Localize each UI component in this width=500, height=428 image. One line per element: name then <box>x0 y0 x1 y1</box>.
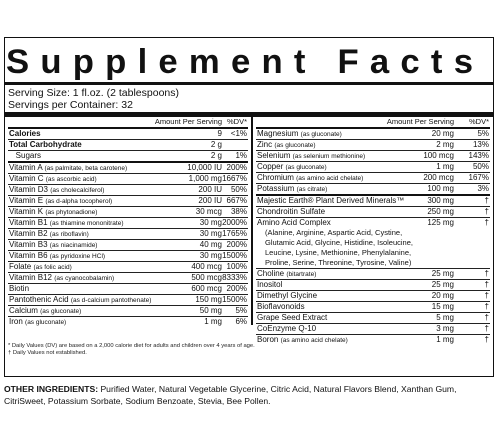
right-row <box>256 161 490 172</box>
column-divider <box>251 117 253 325</box>
nutrient-dv: † <box>484 335 489 344</box>
nutrient-label: Choline <box>257 269 285 278</box>
nutrient-label: Calories <box>9 129 41 138</box>
amount-header: Amount Per Serving <box>386 117 454 126</box>
right-header <box>256 117 490 127</box>
nutrient-amount: 3 mg <box>436 324 454 333</box>
nutrient-name <box>257 324 316 334</box>
left-row <box>8 283 248 294</box>
nutrient-dv: 667% <box>226 196 247 205</box>
nutrient-dv: 13% <box>472 140 489 149</box>
nutrient-amount: 500 mcg <box>191 273 222 282</box>
right-row <box>256 194 490 206</box>
nutrient-label: Potassium <box>257 184 295 193</box>
left-row <box>8 228 248 239</box>
nutrient-amount: 30 mg <box>199 251 222 260</box>
nutrient-label: Vitamin B6 <box>9 251 48 260</box>
right-row <box>256 301 490 312</box>
serving-size: Serving Size: 1 fl.oz. (2 tablespoons) <box>8 87 180 99</box>
nutrient-amount: 2 g <box>210 140 222 149</box>
nutrient-amount: 30 mg <box>199 218 222 227</box>
left-row <box>8 184 248 195</box>
nutrient-source: (as pyridoxine HCl) <box>49 253 106 260</box>
nutrient-amount: 2 g <box>210 151 222 160</box>
left-row <box>8 272 248 283</box>
nutrient-dv: 143% <box>468 151 489 160</box>
nutrient-source: (as ascorbic acid) <box>45 176 97 183</box>
right-row <box>256 312 490 323</box>
nutrient-label: Vitamin B12 <box>9 273 52 282</box>
nutrient-label: Chromium <box>257 173 294 182</box>
footnote-dagger: † Daily Values not established. <box>8 350 87 356</box>
nutrient-source: (as gluconate) <box>25 319 67 326</box>
nutrient-dv: † <box>484 302 489 311</box>
nutrient-amount: 40 mg <box>199 240 222 249</box>
amino-acid-list-line: Glutamic Acid, Glycine, Histidine, Isoleucine, <box>265 238 413 247</box>
right-row <box>256 279 490 290</box>
nutrient-label: Vitamin B3 <box>9 240 48 249</box>
nutrient-label: Biotin <box>9 284 30 293</box>
right-row <box>256 206 490 217</box>
nutrient-name <box>9 317 66 328</box>
nutrient-amount: 1 mg <box>436 162 454 171</box>
amino-acid-list-line: Proline, Serine, Threonine, Tyrosine, Valine) <box>265 258 412 267</box>
nutrient-dv: 1765% <box>222 229 247 238</box>
nutrient-name <box>9 284 29 294</box>
nutrient-name <box>9 151 41 161</box>
nutrient-label: Vitamin K <box>9 207 44 216</box>
nutrient-source: (as gluconate) <box>40 308 82 315</box>
left-row <box>8 239 248 250</box>
right-row <box>256 334 490 345</box>
nutrient-name <box>257 291 317 301</box>
left-row <box>8 139 248 150</box>
nutrient-amount: 1 mg <box>436 335 454 344</box>
right-row <box>256 172 490 183</box>
footnote-dv: * Daily Values (DV) are based on a 2,000 calorie diet for adults and children over 4 years of age. <box>8 343 255 349</box>
nutrient-source: (as amino acid chelate) <box>296 175 364 182</box>
nutrient-label: Vitamin B1 <box>9 218 48 227</box>
nutrient-label: Amino Acid Complex <box>257 218 331 227</box>
nutrient-source: (as cyanocobalamin) <box>54 275 115 282</box>
nutrient-dv: <1% <box>230 129 247 138</box>
nutrient-dv: 1500% <box>222 251 247 260</box>
left-row <box>8 173 248 184</box>
nutrient-amount: 200 mcg <box>423 173 454 182</box>
nutrient-label: Sugars <box>9 151 42 160</box>
nutrient-dv: 200% <box>226 284 247 293</box>
nutrient-amount: 1 mg <box>204 317 222 326</box>
nutrient-dv: † <box>484 324 489 333</box>
nutrient-dv: 2000% <box>222 218 247 227</box>
nutrient-label: Dimethyl Glycine <box>257 291 318 300</box>
left-row <box>8 206 248 217</box>
nutrient-source: (as d-calcium pantothenate) <box>70 297 152 304</box>
nutrient-label: Chondroitin Sulfate <box>257 207 326 216</box>
nutrient-dv: † <box>484 313 489 322</box>
nutrient-dv: 6% <box>235 317 247 326</box>
nutrient-source: (as thiamine mononitrate) <box>49 220 124 227</box>
nutrient-label: Selenium <box>257 151 291 160</box>
nutrient-source: (as phytonadione) <box>45 209 98 216</box>
nutrient-name <box>257 280 282 290</box>
left-row <box>8 161 248 173</box>
nutrient-name <box>257 313 327 323</box>
left-row <box>8 316 248 327</box>
nutrient-source: (as d-alpha tocopherol) <box>45 198 113 205</box>
nutrient-amount: 10,000 IU <box>187 163 222 172</box>
left-row <box>8 294 248 305</box>
nutrient-amount: 30 mcg <box>195 207 222 216</box>
nutrient-amount: 100 mcg <box>423 151 454 160</box>
nutrient-dv: † <box>484 291 489 300</box>
right-row <box>256 183 490 194</box>
nutrient-dv: 5% <box>235 306 247 315</box>
nutrient-label: Copper <box>257 162 284 171</box>
nutrient-dv: 100% <box>226 262 247 271</box>
nutrient-label: Vitamin D3 <box>9 185 48 194</box>
left-header <box>8 117 248 127</box>
nutrient-source: (as riboflavin) <box>49 231 89 238</box>
nutrient-source: (as gluconate) <box>285 164 327 171</box>
right-row <box>256 127 490 139</box>
nutrient-label: Vitamin A <box>9 163 43 172</box>
nutrient-source: (as palmitate, beta carotene) <box>44 165 128 172</box>
nutrient-source: (as citrate) <box>296 186 328 193</box>
servings-per-container: Servings per Container: 32 <box>8 99 133 111</box>
right-row <box>256 217 490 268</box>
nutrient-amount: 50 mg <box>199 306 222 315</box>
nutrient-source: (bitartrate) <box>286 271 317 278</box>
right-row <box>256 290 490 301</box>
nutrient-dv: 200% <box>226 163 247 172</box>
nutrient-label: Iron <box>9 317 23 326</box>
nutrient-label: Zinc <box>257 140 273 149</box>
left-row <box>8 305 248 316</box>
nutrient-source: (as selenium methionine) <box>292 153 366 160</box>
nutrient-dv: † <box>484 196 489 205</box>
amino-acid-list-line: (Alanine, Arginine, Aspartic Acid, Cystine, <box>265 228 403 237</box>
right-row <box>256 150 490 161</box>
title-divider <box>4 82 494 85</box>
nutrient-amount: 25 mg <box>431 269 454 278</box>
nutrient-dv: 50% <box>472 162 489 171</box>
nutrient-label: Boron <box>257 335 279 344</box>
panel-title: Supplement Facts <box>6 43 485 81</box>
nutrient-amount: 200 IU <box>198 196 222 205</box>
nutrient-dv: 1500% <box>222 295 247 304</box>
nutrient-amount: 2 mg <box>436 140 454 149</box>
nutrient-label: Inositol <box>257 280 283 289</box>
left-nutrient-column <box>8 117 248 327</box>
nutrient-source: (as gluconate) <box>300 131 342 138</box>
nutrient-amount: 15 mg <box>431 302 454 311</box>
left-row <box>8 250 248 261</box>
amino-acid-list-line: Leucine, Lysine, Methionine, Phenylalanine, <box>265 248 412 257</box>
nutrient-name <box>9 129 41 139</box>
nutrient-dv: † <box>484 269 489 278</box>
nutrient-dv: 1667% <box>222 174 247 183</box>
nutrient-source: (as gluconate) <box>274 142 316 149</box>
amount-header: Amount Per Serving <box>154 117 222 126</box>
other-ingredients <box>4 384 496 407</box>
nutrient-dv: 38% <box>230 207 247 216</box>
nutrient-amount: 25 mg <box>431 280 454 289</box>
nutrient-dv: † <box>484 280 489 289</box>
nutrient-dv: 167% <box>468 173 489 182</box>
other-ingredients-text: Purified Water, Natural Vegetable Glycerine, Citric Acid, Natural Flavors Blend, Xanthan Gum, CitriSweet, Potassium Sorbate, Sodium Benzoate, Stevia, Bee Pollen. <box>4 384 457 406</box>
nutrient-amount: 400 mcg <box>191 262 222 271</box>
nutrient-amount: 300 mg <box>427 196 454 205</box>
right-row <box>256 139 490 150</box>
nutrient-source: (as amino acid chelate) <box>280 337 348 344</box>
nutrient-source: (as cholecalciferol) <box>50 187 105 194</box>
dv-header: %DV* <box>468 117 489 126</box>
left-row <box>8 217 248 228</box>
left-row <box>8 150 248 161</box>
nutrient-amount: 100 mg <box>427 184 454 193</box>
nutrient-dv: † <box>484 207 489 216</box>
nutrient-amount: 600 mcg <box>191 284 222 293</box>
nutrient-dv: 1% <box>235 151 247 160</box>
right-nutrient-column <box>256 117 490 345</box>
nutrient-amount: 20 mg <box>431 129 454 138</box>
right-row <box>256 268 490 279</box>
nutrient-name <box>257 196 404 206</box>
nutrient-amount: 5 mg <box>436 313 454 322</box>
nutrient-dv: † <box>484 218 489 227</box>
nutrient-amount: 1,000 mg <box>188 174 222 183</box>
nutrient-dv: 8333% <box>222 273 247 282</box>
nutrient-label: Magnesium <box>257 129 299 138</box>
nutrient-name <box>257 218 331 228</box>
nutrient-amount: 125 mg <box>427 218 454 227</box>
nutrient-amount: 30 mg <box>199 229 222 238</box>
nutrient-label: Bioflavonoids <box>257 302 305 311</box>
nutrient-amount: 200 IU <box>198 185 222 194</box>
nutrient-label: Vitamin C <box>9 174 44 183</box>
nutrient-source: (as niacinamide) <box>49 242 98 249</box>
nutrient-name <box>9 140 82 150</box>
nutrient-dv: 50% <box>230 185 247 194</box>
nutrient-amount: 250 mg <box>427 207 454 216</box>
nutrient-label: Vitamin E <box>9 196 44 205</box>
left-row <box>8 127 248 139</box>
nutrient-dv: 5% <box>477 129 489 138</box>
nutrient-dv: 3% <box>477 184 489 193</box>
nutrient-label: Grape Seed Extract <box>257 313 328 322</box>
nutrient-label: Majestic Earth® Plant Derived Minerals™ <box>257 196 405 205</box>
nutrient-name <box>257 207 325 217</box>
nutrient-amount: 9 <box>217 129 222 138</box>
nutrient-amount: 150 mg <box>195 295 222 304</box>
nutrient-name <box>257 302 305 312</box>
nutrient-source: (as folic acid) <box>33 264 72 271</box>
nutrient-label: Folate <box>9 262 32 271</box>
left-row <box>8 261 248 272</box>
nutrient-label: Total Carbohydrate <box>9 140 82 149</box>
nutrient-dv: 200% <box>226 240 247 249</box>
other-ingredients-label: OTHER INGREDIENTS: <box>4 384 99 394</box>
right-row <box>256 323 490 334</box>
nutrient-label: Calcium <box>9 306 38 315</box>
nutrient-label: CoEnzyme Q-10 <box>257 324 317 333</box>
left-row <box>8 195 248 206</box>
nutrient-label: Pantothenic Acid <box>9 295 69 304</box>
dv-header: %DV* <box>226 117 247 126</box>
nutrient-amount: 20 mg <box>431 291 454 300</box>
nutrient-name <box>257 335 348 346</box>
nutrient-label: Vitamin B2 <box>9 229 48 238</box>
